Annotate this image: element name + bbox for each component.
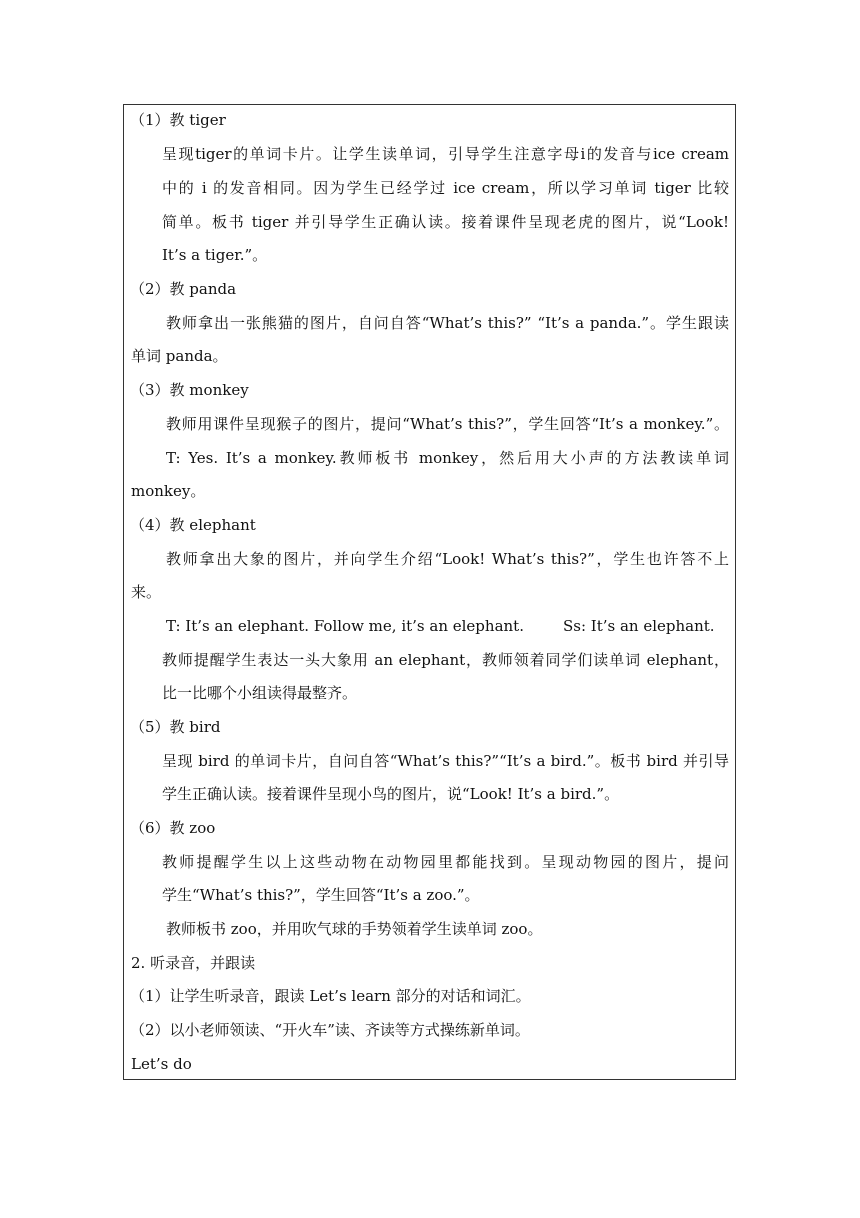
paragraph-line: monkey。 (131, 482, 206, 500)
heading-tiger: （1）教 tiger (130, 111, 226, 129)
paragraph-line: 学生“What’s this?”，学生回答“It’s a zoo.”。 (162, 886, 480, 904)
lesson-table-cell (123, 104, 736, 1080)
heading-elephant: （4）教 elephant (130, 516, 256, 534)
paragraph-line: 来。 (131, 583, 162, 601)
paragraph-line: 教师提醒学生表达一头大象用 an elephant，教师领着同学们读单词 elephant， (162, 651, 729, 669)
heading-panda: （2）教 panda (130, 280, 237, 298)
paragraph-line: 简单。板书 tiger 并引导学生正确认读。接着课件呈现老虎的图片，说“Look! (162, 213, 729, 231)
paragraph-line: 呈现tiger的单词卡片。让学生读单词，引导学生注意字母i的发音与ice cream (162, 145, 729, 163)
heading-zoo: （6）教 zoo (130, 819, 216, 837)
dialogue-students: Ss: It’s an elephant. (563, 617, 715, 635)
paragraph-line: 学生正确认读。接着课件呈现小鸟的图片，说“Look! It’s a bird.”。 (162, 785, 620, 803)
paragraph-line: 中的 i 的发音相同。因为学生已经学过 ice cream，所以学习单词 tiger 比较 (162, 179, 729, 197)
paragraph-line: T: Yes. It’s a monkey.教师板书 monkey，然后用大小声的方法教读单词 (166, 449, 729, 467)
list-item-listen: （1）让学生听录音，跟读 Let’s learn 部分的对话和词汇。 (130, 987, 531, 1005)
paragraph-line: 单词 panda。 (131, 347, 228, 365)
dialogue-teacher: T: It’s an elephant. Follow me, it’s an elephant. (166, 617, 524, 635)
paragraph-line: It’s a tiger.”。 (162, 246, 268, 264)
paragraph-line: 教师提醒学生以上这些动物在动物园里都能找到。呈现动物园的图片，提问 (162, 853, 729, 871)
paragraph-line: 呈现 bird 的单词卡片，自问自答“What’s this?”“It’s a bird.”。板书 bird 并引导 (162, 752, 729, 770)
section-heading-listen: 2. 听录音，并跟读 (131, 954, 256, 972)
paragraph-line: 教师拿出一张熊猫的图片，自问自答“What’s this?” “It’s a panda.”。学生跟读 (166, 314, 729, 332)
paragraph-line: 教师用课件呈现猴子的图片，提问“What’s this?”，学生回答“It’s a monkey.”。 (166, 415, 729, 433)
paragraph-line: 教师板书 zoo，并用吹气球的手势领着学生读单词 zoo。 (166, 920, 543, 938)
section-heading-lets-do: Let’s do (131, 1055, 192, 1073)
paragraph-line: 比一比哪个小组读得最整齐。 (162, 684, 358, 702)
heading-monkey: （3）教 monkey (130, 381, 249, 399)
paragraph-line: 教师拿出大象的图片，并向学生介绍“Look! What’s this?”，学生也许答不上 (166, 550, 729, 568)
list-item-practice: （2）以小老师领读、“开火车”读、齐读等方式操练新单词。 (130, 1021, 530, 1039)
heading-bird: （5）教 bird (130, 718, 221, 736)
